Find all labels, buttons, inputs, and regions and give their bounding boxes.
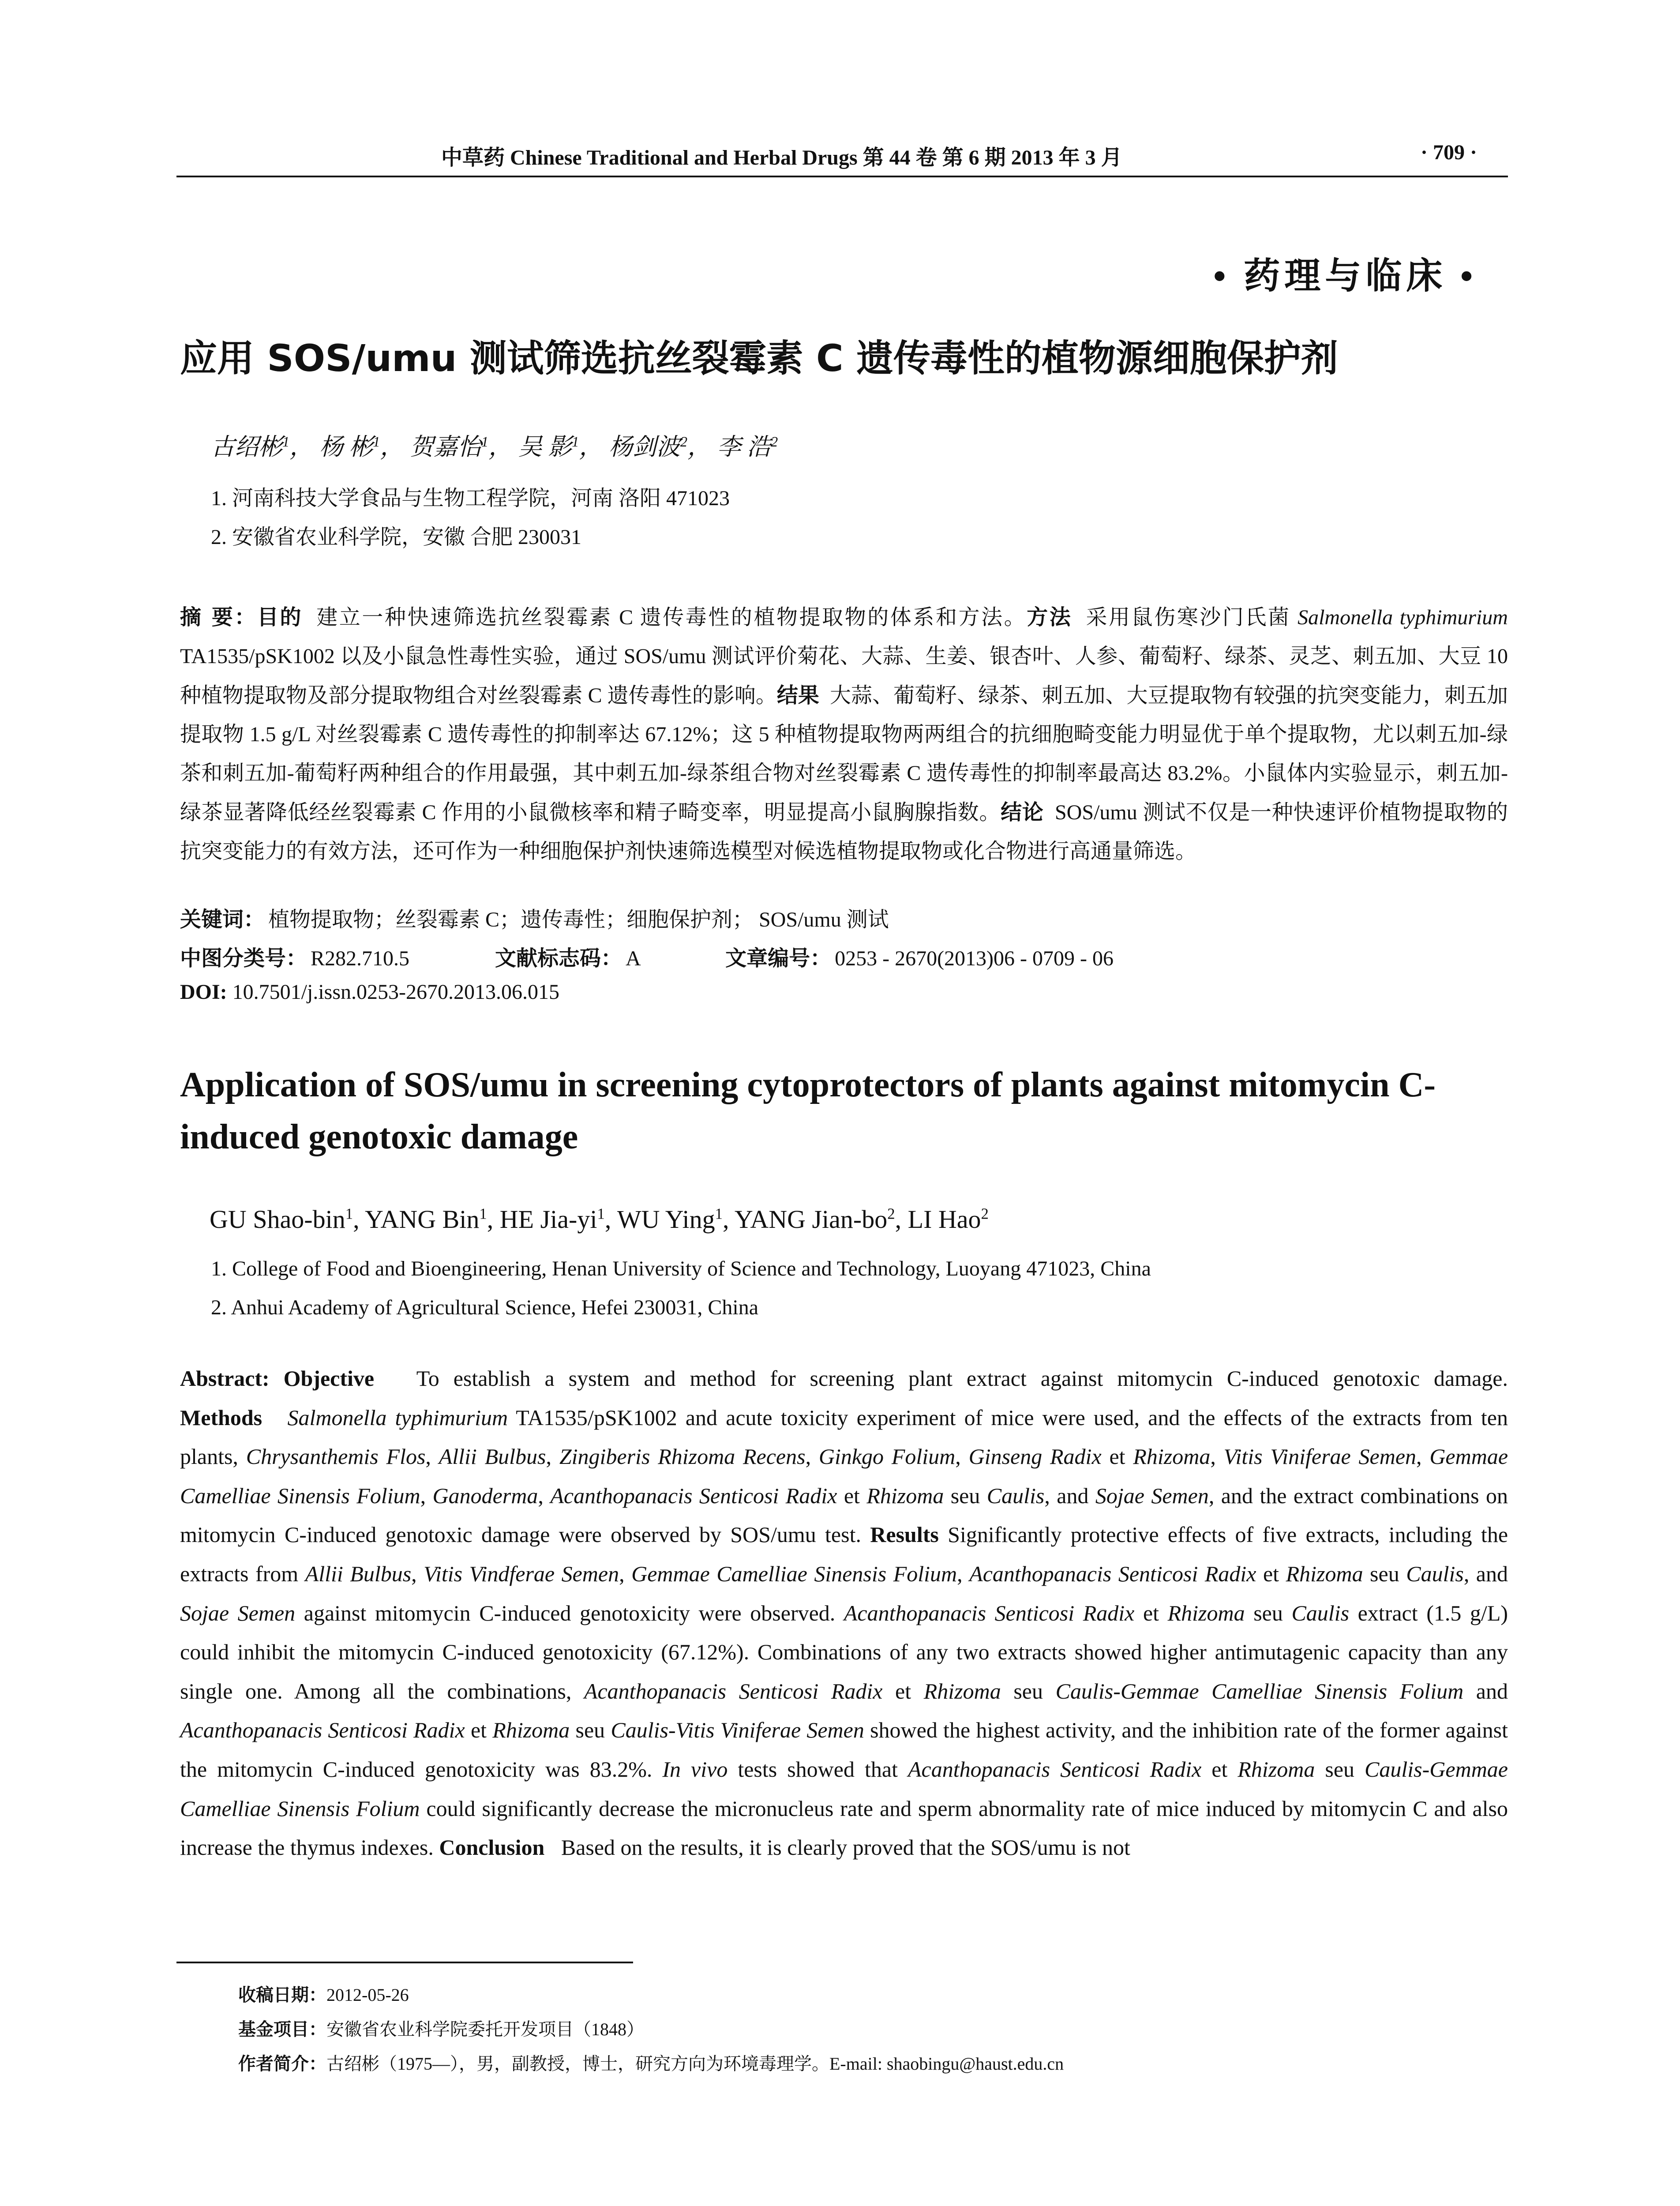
english-abstract: Abstract: Objective To establish a system and method for screening plant extract against mitomycin C-induced genotoxic damage. Methods Salmonella typhimurium TA1535/pSK1002 and acute toxicity experiment of mice were used, and the effects of the extracts from ten plants, Chrysanthemis Flos, Allii Bulbus, Zingiberis Rhizoma Recens, Ginkgo Folium, Ginseng Radix et Rhizoma, Vitis Viniferae Semen, Gemmae Camelliae Sinensis Folium, Ganoderma, Acanthopanacis Senticosi Radix et Rhizoma seu Caulis, and Sojae Semen, and the extract combinations on mitomycin C-induced genotoxic damage were observed by SOS/umu test. Results Significantly protective effects of five extracts, including the extracts from Allii Bulbus, Vitis Vindferae Semen, Gemmae Camelliae Sinensis Folium, Acanthopanacis Senticosi Radix et Rhizoma seu Caulis, and Sojae Semen against mitomycin C-induced genotoxicity were observed. Acanthopanacis Senticosi Radix et Rhizoma seu Caulis extract (1.5 g/L) could inhibit the mitomycin C-induced genotoxicity (67.12%). Combinations of any two extracts showed higher antimutagenic capacity than any single one. Among all the combinations, Acanthopanacis Senticosi Radix et Rhizoma seu Caulis-Gemmae Camelliae Sinensis Folium and Acanthopanacis Senticosi Radix et Rhizoma seu Caulis-Vitis Viniferae Semen showed the highest activity, and the inhibition rate of the former against the mitomycin C-induced genotoxicity was 83.2%. In vivo tests showed that Acanthopanacis Senticosi Radix et Rhizoma seu Caulis-Gemmae Camelliae Sinensis Folium could significantly decrease the micronucleus rate and sperm abnormality rate of mice induced by mitomycin C and also increase the thymus indexes. Conclusion Based on the results, it is clearly proved that the SOS/umu is not — [180, 1366, 1508, 1860]
results-text: Significantly protective effects of five extracts, including the extracts from — [180, 1522, 1508, 1586]
plant-name: Rhizoma — [1238, 1756, 1315, 1782]
author: GU Shao-bin — [210, 1205, 345, 1234]
author-affiliation-mark: 1 — [597, 1205, 605, 1223]
author-affiliation-mark: 1 — [373, 434, 380, 450]
results-label: Results — [870, 1522, 939, 1547]
header-divider — [176, 176, 1508, 177]
author: HE Jia-yi — [499, 1205, 597, 1234]
author-affiliation-mark: 2 — [680, 434, 688, 450]
plant-name: Acanthopanacis Senticosi Radix — [908, 1756, 1202, 1782]
plant-name: Gemmae Camelliae Sinensis Folium — [180, 1444, 1508, 1508]
chinese-title: 应用 SOS/umu 测试筛选抗丝裂霉素 C 遗传毒性的植物源细胞保护剂 — [180, 337, 1338, 380]
journal-header: 中草药 Chinese Traditional and Herbal Drugs 第 44 卷 第 6 期 2013 年 3 月 — [441, 146, 1122, 169]
plant-name: Acanthopanacis Senticosi Radix — [180, 1718, 465, 1743]
plant-name: Vitis Vindferae Semen — [424, 1561, 619, 1586]
english-affiliation: 2. Anhui Academy of Agricultural Science, Hefei 230031, China — [211, 1296, 759, 1319]
doccode-value: A — [626, 947, 640, 970]
plant-name: Sojae Semen — [180, 1600, 296, 1625]
author: 李 浩 — [717, 434, 771, 460]
author-affiliation-mark: 2 — [981, 1205, 989, 1223]
plant-name: Rhizoma — [1167, 1600, 1245, 1625]
results-text: against mitomycin C-induced genotoxicity were observed. — [295, 1600, 844, 1625]
english-affiliation: 1. College of Food and Bioengineering, Henan University of Science and Technology, Luoyang 471023, China — [211, 1257, 1151, 1280]
author: 杨 彬 — [319, 434, 373, 460]
author-affiliation-mark: 2 — [887, 1205, 895, 1223]
results-text: 大蒜、葡萄籽、绿茶、刺五加、大豆提取物有较强的抗突变能力，刺五加提取物 1.5 g/L 对丝裂霉素 C 遗传毒性的抑制率达 67.12%；这 5 种植物提取物两两组合的抗细胞畸变能力明显优于单个提取物，尤以刺五加-绿茶和刺五加-葡萄籽两种组合的作用最强，其中刺五加-绿茶组合物对丝裂霉素 C 遗传毒性的抑制率最高达 83.2%。小鼠体内实验显示，刺五加-绿茶显著降低经丝裂霉素 C 作用的小鼠微核率和精子畸变率，明显提高小鼠胸腺指数。 — [180, 684, 1508, 824]
plant-name: Caulis — [1406, 1561, 1464, 1586]
author: 贺嘉怡 — [409, 434, 481, 460]
classification-line — [180, 941, 1114, 972]
conclusion-text: SOS/umu 测试不仅是一种快速评价植物提取物的抗突变能力的有效方法，还可作为一种细胞保护剂快速筛选模型对候选植物提取物或化合物进行高通量筛选。 — [180, 801, 1508, 863]
chinese-authors: 古绍彬$^1$， 杨 彬$^1$， 贺嘉怡$^1$， 吴 影$^1$， 杨剑波$^2$， 李 浩$^2$ — [211, 434, 778, 460]
footnote-text: 古绍彬（1975—），男，副教授，博士，研究方向为环境毒理学。E-mail: shaobingu@haust.edu.cn — [326, 2054, 1064, 2074]
methods-text: TA1535/pSK1002 and acute toxicity experiment of mice were used, and the effects of the extracts from ten plants, — [180, 1405, 1508, 1469]
author-affiliation-mark: 1 — [481, 434, 489, 450]
plant-name: Gemmae Camelliae Sinensis Folium — [631, 1561, 957, 1586]
footnote-author-bio — [238, 2050, 1064, 2075]
plant-name: Caulis — [986, 1483, 1045, 1508]
plant-name: Allii Bulbus — [439, 1444, 546, 1469]
plant-name: Rhizoma — [923, 1678, 1001, 1703]
english-authors: GU Shao-bin$^1$, YANG Bin$^1$, HE Jia-$yi^1$, WU Ying$^1$, YANG Jian-$bo^2$, LI Hao$^2$ — [210, 1205, 989, 1234]
page-number: · 709 · — [1421, 141, 1478, 164]
methods-text: , and the extract combinations on mitomycin C-induced genotoxic damage were observed by SOS/umu test. — [180, 1483, 1508, 1547]
objective-text: 建立一种快速筛选抗丝裂霉素 C 遗传毒性的植物提取物的体系和方法。 — [316, 606, 1027, 629]
conclusion-label: 结论 — [1001, 800, 1044, 825]
footnote-text: 2012-05-26 — [326, 1985, 409, 2005]
abstract-label: 摘 要： — [180, 605, 257, 630]
chinese-affiliation: 2. 安徽省农业科学院，安徽 合肥 230031 — [211, 525, 582, 549]
methods-label: Methods — [180, 1405, 262, 1430]
abstract-label: Abstract: — [180, 1366, 270, 1391]
species-name: Salmonella typhimurium — [1298, 606, 1508, 629]
article-no-value: 0253 - 2670(2013)06 - 0709 - 06 — [835, 947, 1114, 970]
keywords-text: 植物提取物；丝裂霉素 C；遗传毒性；细胞保护剂； SOS/umu 测试 — [268, 908, 889, 931]
plant-name: Ganoderma — [432, 1483, 538, 1508]
species-name: Salmonella typhimurium — [287, 1405, 508, 1430]
plant-name: Vitis Viniferae Semen — [1223, 1444, 1417, 1469]
plant-name: Chrysanthemis Flos — [246, 1444, 426, 1469]
plant-name: Acanthopanacis Senticosi Radix — [844, 1600, 1135, 1625]
results-text: showed the highest activity, and the inhibition rate of the former against the mitomycin C-induced genotoxicity was 83.2%. — [180, 1718, 1508, 1782]
plant-name: Acanthopanacis Senticosi Radix — [584, 1678, 883, 1703]
results-label: 结果 — [776, 683, 819, 708]
footnote-label: 收稿日期： — [238, 1985, 326, 2005]
author-affiliation-mark: 1 — [345, 1205, 353, 1223]
in-vivo-term: In vivo — [662, 1756, 728, 1782]
keywords-line — [180, 902, 889, 933]
plant-name: Rhizoma — [1133, 1444, 1211, 1469]
footnote-received — [238, 1981, 409, 2006]
results-text: tests showed that — [728, 1756, 908, 1782]
author: YANG Jian-bo — [734, 1205, 888, 1234]
clc-value: R282.710.5 — [311, 947, 410, 970]
author-affiliation-mark: 1 — [479, 1205, 487, 1223]
plant-name: Rhizoma — [492, 1718, 570, 1743]
author: WU Ying — [617, 1205, 715, 1234]
objective-label: 目的 — [257, 605, 303, 630]
methods-label: 方法 — [1027, 605, 1072, 630]
article-no-label: 文章编号： — [725, 946, 832, 971]
plant-name: Sojae Semen — [1095, 1483, 1209, 1508]
footnote-divider — [176, 1962, 633, 1963]
author: LI Hao — [908, 1205, 981, 1234]
objective-label: Objective — [283, 1366, 375, 1391]
conclusion-label: Conclusion — [439, 1835, 545, 1860]
author-affiliation-mark: 1 — [282, 434, 290, 450]
doi-value: 10.7501/j.issn.0253-2670.2013.06.015 — [232, 980, 560, 1004]
section-tag: • 药理与临床 • — [1213, 256, 1478, 296]
author: 杨剑波 — [608, 434, 680, 460]
plant-name: Ginkgo Folium — [818, 1444, 956, 1469]
plant-name: Acanthopanacis Senticosi Radix — [550, 1483, 837, 1508]
author: 古绍彬 — [211, 434, 282, 460]
plant-combination: Caulis-Gemmae Camelliae Sinensis Folium — [180, 1756, 1508, 1821]
author-affiliation-mark: 1 — [572, 434, 579, 450]
plant-name: Rhizoma — [1286, 1561, 1363, 1586]
methods-text: TA1535/pSK1002 以及小鼠急性毒性实验，通过 SOS/umu 测试评价菊花、大蒜、生姜、银杏叶、人参、葡萄籽、绿茶、灵芝、刺五加、大豆 10 种植物提取物及部分提取物组合对丝裂霉素 C 遗传毒性的影响。 — [180, 645, 1508, 707]
plant-name: Caulis — [1291, 1600, 1350, 1625]
chinese-abstract — [180, 598, 1508, 871]
footnote-text: 安徽省农业科学院委托开发项目（1848） — [326, 2019, 644, 2039]
objective-text: To establish a system and method for screening plant extract against mitomycin C-induced genotoxic damage. — [416, 1366, 1508, 1391]
results-text: could significantly decrease the micronucleus rate and sperm abnormality rate of mice induced by mitomycin C and also increase the thymus indexes. — [180, 1796, 1508, 1860]
footnote-label: 基金项目： — [238, 2019, 326, 2040]
methods-text: 采用鼠伤寒沙门氏菌 — [1086, 606, 1298, 629]
plant-name: Ginseng Radix — [968, 1444, 1102, 1469]
plant-combination: Caulis-Gemmae Camelliae Sinensis Folium — [1055, 1678, 1464, 1703]
plant-combination: Caulis-Vitis Viniferae Semen — [611, 1718, 864, 1743]
doccode-label: 文献标志码： — [495, 946, 622, 971]
author: YANG Bin — [364, 1205, 480, 1234]
english-title: Application of SOS/umu in screening cytoprotectors of plants against mitomycin C-induced genotoxic damage — [180, 1065, 1436, 1156]
keywords-label: 关键词： — [180, 907, 265, 932]
plant-name: Allii Bulbus — [305, 1561, 412, 1586]
plant-name: Acanthopanacis Senticosi Radix — [969, 1561, 1256, 1586]
footnote-label: 作者简介： — [238, 2054, 326, 2074]
author-affiliation-mark: 1 — [715, 1205, 723, 1223]
footnote-funding — [238, 2015, 644, 2041]
clc-label: 中图分类号： — [180, 946, 308, 971]
chinese-affiliation: 1. 河南科技大学食品与生物工程学院，河南 洛阳 471023 — [211, 487, 730, 510]
conclusion-text: Based on the results, it is clearly proved that the SOS/umu is not — [561, 1835, 1130, 1860]
author-affiliation-mark: 2 — [771, 434, 778, 450]
results-text: extract (1.5 g/L) could inhibit the mitomycin C-induced genotoxicity (67.12%). Combinations of any two extracts showed higher antimutagenic capacity than any single one. Among all the combinations, — [180, 1600, 1508, 1703]
author: 吴 影 — [518, 434, 572, 460]
plant-name: Zingiberis Rhizoma Recens — [559, 1444, 806, 1469]
plant-name: Rhizoma — [866, 1483, 944, 1508]
doi-label: DOI: — [180, 980, 227, 1004]
doi-line — [180, 980, 559, 1004]
